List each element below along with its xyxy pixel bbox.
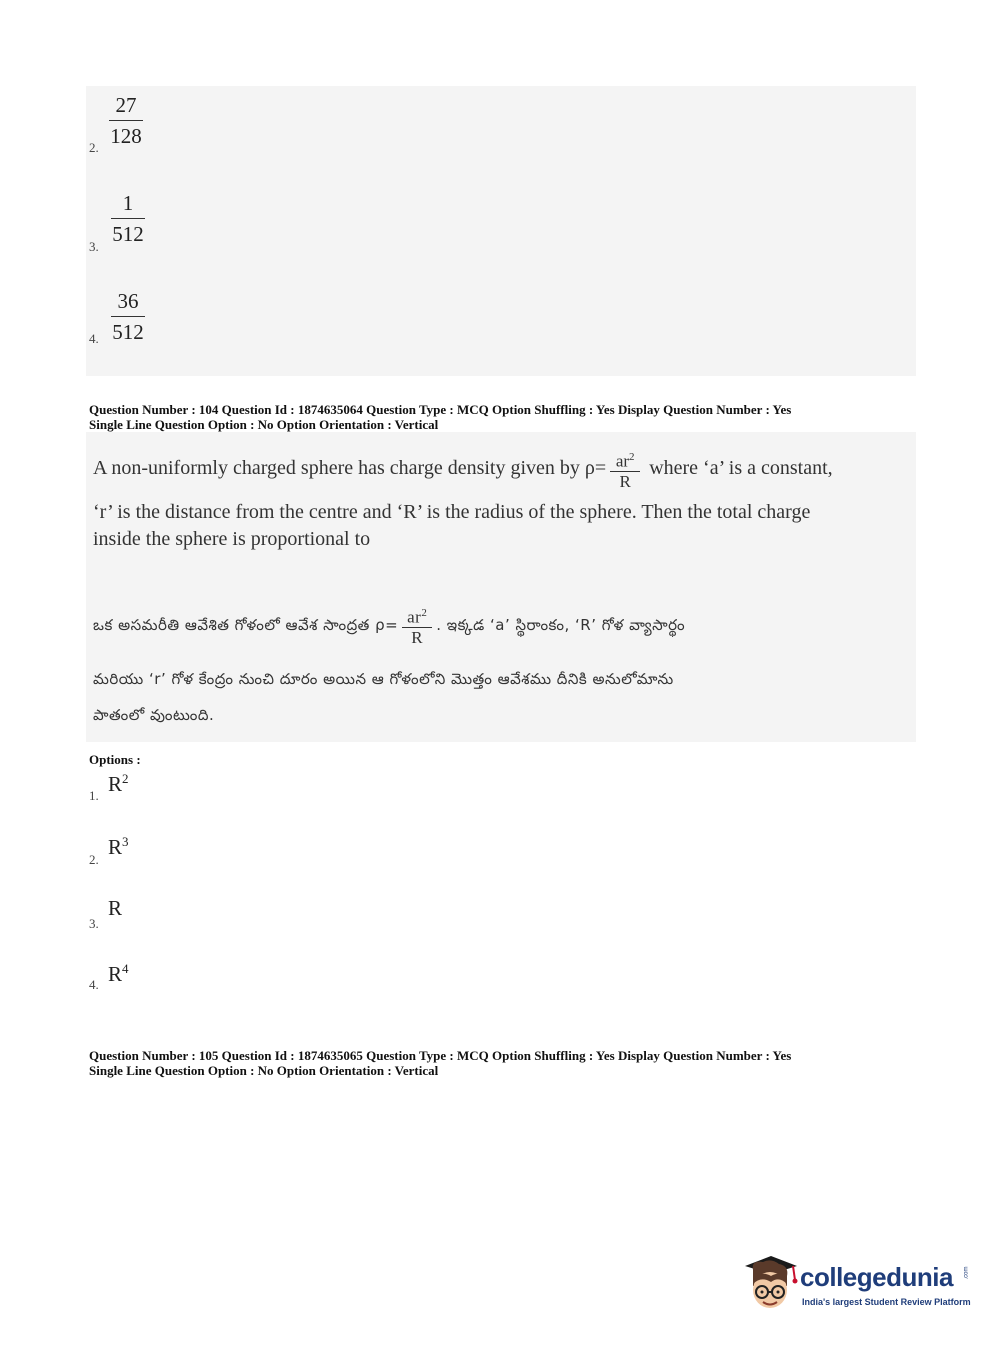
fraction-numerator xyxy=(616,448,635,471)
fraction-bar xyxy=(109,120,143,121)
option-base: R xyxy=(108,962,123,986)
fraction-denominator: 512 xyxy=(112,320,144,344)
collegedunia-mascot-icon xyxy=(741,1252,799,1314)
density-fraction xyxy=(610,448,640,491)
option-number: 4. xyxy=(89,331,99,346)
fraction-numerator xyxy=(407,604,427,627)
option-number: 2. xyxy=(89,852,99,867)
question-meta-line1: Question Number : 104 Question Id : 1874635064 Question Type : MCQ Option Shuffling : Yes Display Question Number : Yes xyxy=(89,402,792,417)
brand-domain: .com xyxy=(963,1266,970,1280)
option-number: 3. xyxy=(89,239,99,254)
question-meta-line2: Single Line Question Option : No Option Orientation : Vertical xyxy=(89,1063,439,1078)
option-number: 2. xyxy=(89,140,99,155)
option-base: R xyxy=(108,772,123,796)
option-exponent: 2 xyxy=(122,771,129,786)
brand-tagline: India's largest Student Review Platform xyxy=(802,1297,971,1307)
option-base: R xyxy=(108,835,123,859)
question-telugu-line2: మరియు ‘r’ గోళ కేంద్రం నుంచి దూరం అయిన ఆ గోళంలోని మొత్తం ఆవేశము దీనికి అనులోమాను xyxy=(93,670,674,688)
fraction-numerator: 36 xyxy=(117,289,139,313)
options-label: Options : xyxy=(89,752,141,767)
option-fraction xyxy=(111,190,145,247)
fraction-denominator: R xyxy=(411,627,424,647)
density-fraction xyxy=(402,604,432,647)
option-base: R xyxy=(108,896,123,920)
numerator-exponent: 2 xyxy=(421,607,428,619)
question-telugu-line3: పాతంలో వుంటుంది. xyxy=(93,706,215,724)
fraction-bar xyxy=(111,316,145,317)
question-text: . ఇక్కడ ‘a’ స్థిరాంకం, ‘R’ గోళ వ్యాసార్థం xyxy=(436,615,686,634)
option-exponent: 4 xyxy=(122,961,129,976)
option-value xyxy=(108,896,122,921)
question-english-line2: ‘r’ is the distance from the centre and ‘R’ is the radius of the sphere. Then the total charge xyxy=(93,501,811,523)
option-number: 1. xyxy=(89,788,99,803)
fraction-denominator: R xyxy=(619,471,631,491)
question-telugu-line1 xyxy=(93,604,685,647)
previous-options-scan xyxy=(86,86,916,376)
option-value xyxy=(108,771,129,797)
option-fraction xyxy=(109,92,143,149)
question-meta-line1: Question Number : 105 Question Id : 1874635065 Question Type : MCQ Option Shuffling : Yes Display Question Number : Yes xyxy=(89,1048,792,1063)
fraction-numerator: 27 xyxy=(115,93,137,117)
numerator-exponent: 2 xyxy=(629,451,635,463)
brand-name: collegedunia xyxy=(800,1262,953,1292)
fraction-denominator: 512 xyxy=(112,222,144,246)
option-number: 4. xyxy=(89,977,99,992)
option-value xyxy=(108,961,129,987)
numerator-text: ar xyxy=(407,607,422,627)
fraction-bar xyxy=(111,218,145,219)
fraction-numerator: 1 xyxy=(122,191,134,215)
numerator-text: ar xyxy=(615,451,630,471)
question-english-line1 xyxy=(93,448,833,491)
fraction-denominator: 128 xyxy=(110,124,142,148)
question-english-line3: inside the sphere is proportional to xyxy=(93,528,371,550)
question-text: where ‘a’ is a constant, xyxy=(649,456,833,479)
option-number: 3. xyxy=(89,916,99,931)
question-text: ఒక అసమరీతి ఆవేశిత గోళంలో ఆవేశ సాంద్రత ρ= xyxy=(93,615,399,634)
question-text: A non-uniformly charged sphere has charge density given by ρ= xyxy=(93,456,607,479)
question-meta-line2: Single Line Question Option : No Option Orientation : Vertical xyxy=(89,417,439,432)
option-exponent: 3 xyxy=(122,834,129,849)
option-value xyxy=(108,834,129,860)
option-fraction xyxy=(111,288,145,345)
